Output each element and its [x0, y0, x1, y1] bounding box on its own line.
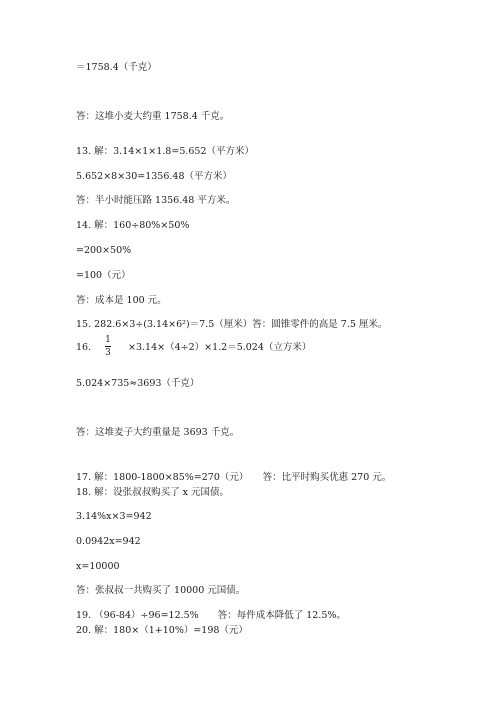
problem-15-line: 15. 282.6×3÷(3.14×6²)＝7.5（厘米）答：圆锥零件的高是 7.5 厘米。 — [76, 319, 388, 330]
problem-19-line: 19. （96-84）÷96=12.5% 答：每件成本降低了 12.5%。 — [76, 610, 346, 621]
problem-18-line-2: 3.14%x×3=942 — [76, 511, 152, 522]
problem-18-line-3: 0.0942x=942 — [76, 536, 141, 547]
problem-18-line-1: 18. 解：设张叔叔购买了 x 元国债。 — [76, 487, 230, 498]
problem-14-line-1: 14. 解：160÷80%×50% — [76, 220, 190, 231]
problem-16-line-2: 5.024×735≈3693（千克） — [76, 378, 200, 389]
fraction-bar — [105, 346, 111, 347]
problem-13-answer: 答：半小时能压路 1356.48 平方米。 — [76, 195, 236, 206]
problem-13-line-1: 13. 解：3.14×1×1.8=5.652（平方米） — [76, 146, 255, 157]
text-line-1: ＝1758.4（千克） — [76, 62, 157, 73]
answer-line-1: 答：这堆小麦大约重 1758.4 千克。 — [76, 111, 230, 122]
problem-18-answer: 答：张叔叔一共购买了 10000 元国债。 — [76, 585, 246, 596]
fraction-denominator: 3 — [105, 348, 111, 358]
problem-17-line: 17. 解：1800-1800×85%=270（元） 答：比平时购买优惠 270 元。 — [76, 472, 392, 483]
problem-14-line-2: =200×50% — [76, 245, 132, 256]
problem-13-line-2: 5.652×8×30=1356.48（平方米） — [76, 171, 232, 182]
problem-14-answer: 答：成本是 100 元。 — [76, 295, 167, 306]
problem-20-line: 20. 解：180×（1+10%）=198（元） — [76, 625, 248, 636]
problem-18-line-4: x=10000 — [76, 561, 120, 572]
problem-16-line-1: ×3.14×（4÷2）×1.2＝5.024（立方米） — [128, 342, 312, 353]
fraction-numerator: 1 — [105, 335, 111, 345]
problem-16-number: 16. — [76, 342, 92, 353]
fraction-one-third — [105, 335, 111, 358]
problem-14-line-3: =100（元） — [76, 270, 131, 281]
problem-16-answer: 答：这堆麦子大约重量是 3693 千克。 — [76, 427, 240, 438]
